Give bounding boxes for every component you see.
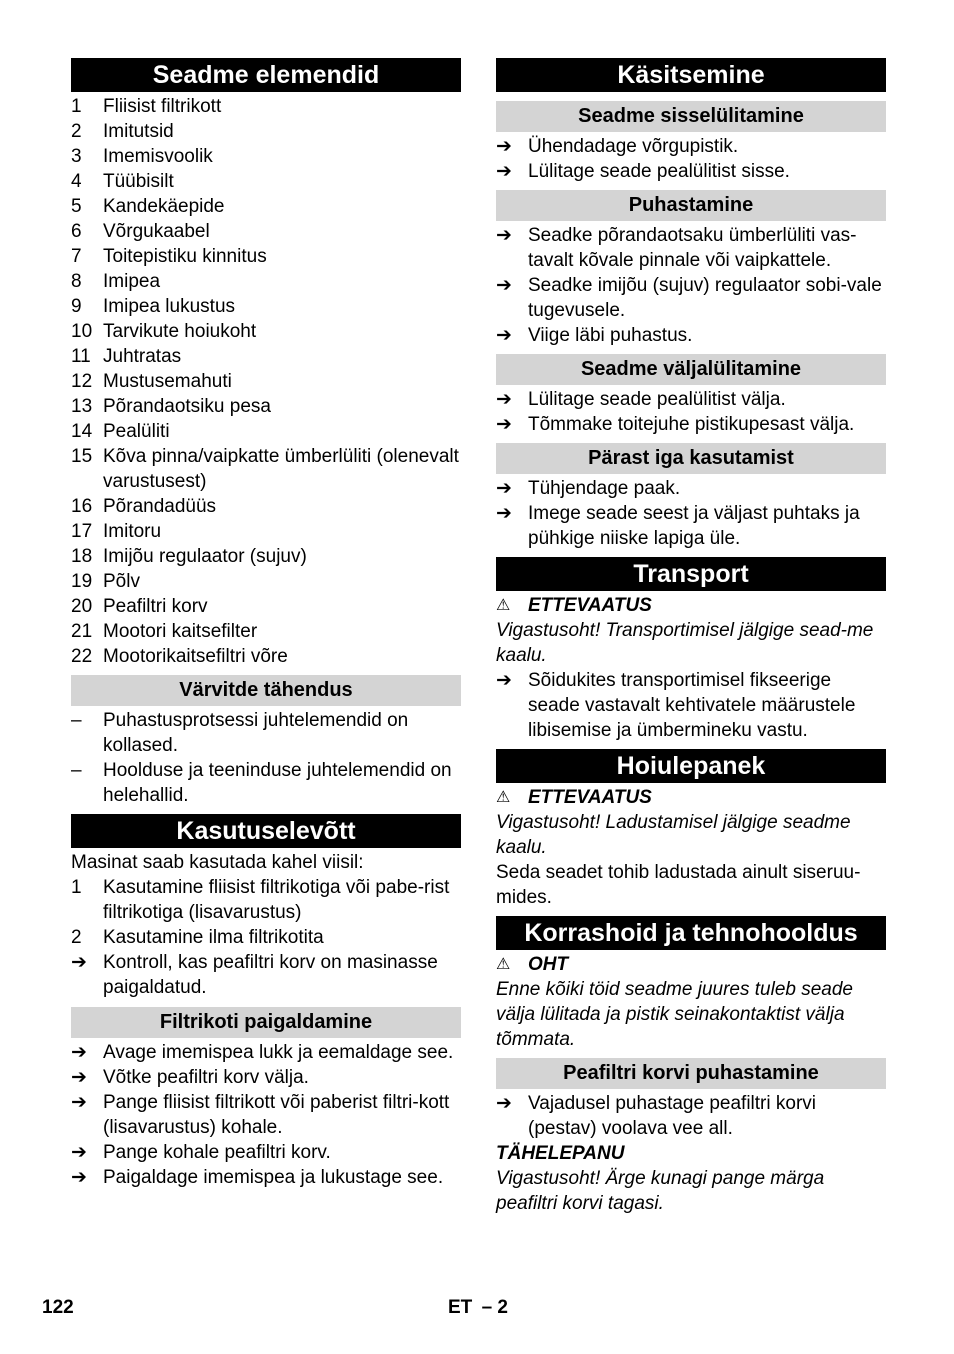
storage-note: Vigastusoht! Ladustamisel jälgige seadme kaalu. [496, 812, 851, 858]
warning-triangle-icon: ⚠ [496, 789, 511, 806]
list-item [71, 925, 461, 950]
item-text: Võrgukaabel [103, 221, 210, 242]
list-item [71, 144, 461, 169]
item-text: Kasutamine ilma filtrikotita [103, 927, 324, 948]
elements-list [71, 94, 461, 669]
start-intro: Masinat saab kasutada kahel viisil: [71, 852, 364, 873]
item-text: Avage imemispea lukk ja eemaldage see. [103, 1042, 454, 1063]
item-number: 2 [71, 927, 82, 948]
on-steps [496, 134, 886, 184]
footer-section: ET – 2 [448, 1297, 508, 1318]
list-item [71, 369, 461, 394]
item-text: Kasutamine fliisist filtrikotiga või pabe-rist filtrikotiga (lisavarustus) [103, 877, 450, 923]
after-heading: Pärast iga kasutamist [496, 443, 886, 474]
list-item [71, 394, 461, 419]
transport-step: ➔ Sõidukites transportimisel fikseerige seade vastavalt kehtivatele määrustele libisemise ja ümbermineku vastu. [496, 670, 856, 741]
warning-triangle-icon: ⚠ [496, 597, 511, 614]
item-number: 22 [71, 646, 93, 667]
start-heading: Kasutuselevõtt [71, 814, 461, 848]
list-item [71, 619, 461, 644]
item-text: Imitoru [103, 521, 162, 542]
start-check: ➔ Kontroll, kas peafiltri korv on masinasse paigaldatud. [71, 952, 438, 998]
step-item [496, 501, 886, 551]
item-text: Lülitage seade pealülitist välja. [528, 389, 786, 410]
item-text: Mustusemahuti [103, 371, 232, 392]
item-number: 5 [71, 196, 82, 217]
arrow-icon: ➔ [71, 1067, 87, 1088]
item-text: Mootori kaitsefilter [103, 621, 258, 642]
list-item [71, 875, 461, 925]
item-number: 15 [71, 446, 93, 467]
item-text: Seadke imijõu (sujuv) regulaator sobi-vale tugevusele. [528, 275, 882, 321]
list-item [71, 294, 461, 319]
list-item [71, 319, 461, 344]
left-column [71, 58, 461, 1190]
step-item [71, 1065, 461, 1090]
item-text: Mootorikaitsefiltri võre [103, 646, 288, 667]
item-number: 19 [71, 571, 93, 592]
off-heading: Seadme väljalülitamine [496, 354, 886, 385]
list-item [71, 219, 461, 244]
list-item [71, 94, 461, 119]
transport-warning: ⚠ ETTEVAATUS [496, 595, 652, 616]
item-text: Kõva pinna/vaipkatte ümberlüliti (olenevalt varustusest) [103, 446, 459, 492]
step-item [496, 273, 886, 323]
item-number: 12 [71, 371, 93, 392]
colors-list [71, 708, 461, 808]
item-number: 6 [71, 221, 82, 242]
clean-heading: Puhastamine [496, 190, 886, 221]
item-text: Tõmmake toitejuhe pistikupesast välja. [528, 414, 855, 435]
item-text: Hoolduse ja teeninduse juhtelemendid on helehallid. [103, 760, 452, 806]
maintenance-heading: Korrashoid ja tehnohooldus [496, 916, 886, 950]
item-text: Imipea lukustus [103, 296, 236, 317]
item-text: Viige läbi puhastus. [528, 325, 693, 346]
step-item [71, 1165, 461, 1190]
item-text: Imitutsid [103, 121, 174, 142]
arrow-icon: ➔ [71, 1092, 87, 1113]
dash-marker: – [71, 760, 82, 781]
item-text: Imemisvoolik [103, 146, 213, 167]
list-item [71, 519, 461, 544]
arrow-icon: ➔ [496, 325, 512, 346]
arrow-icon: ➔ [496, 670, 512, 691]
item-text: Võtke peafiltri korv välja. [103, 1067, 309, 1088]
item-number: 4 [71, 171, 82, 192]
colors-heading: Värvitde tähendus [71, 675, 461, 706]
warning-triangle-icon: ⚠ [496, 956, 511, 973]
item-number: 8 [71, 271, 82, 292]
list-item [71, 119, 461, 144]
item-text: Toitepistiku kinnitus [103, 246, 267, 267]
list-item [71, 708, 461, 758]
page-number: 122 [42, 1297, 74, 1318]
arrow-icon: ➔ [71, 1142, 87, 1163]
item-text: Tüübisilt [103, 171, 174, 192]
arrow-icon: ➔ [496, 503, 512, 524]
storage-warning: ⚠ ETTEVAATUS [496, 787, 652, 808]
item-text: Põrandadüüs [103, 496, 217, 517]
item-text: Ühendadage võrgupistik. [528, 136, 739, 157]
arrow-icon: ➔ [496, 1093, 512, 1114]
step-item [71, 1140, 461, 1165]
storage-text: Seda seadet tohib ladustada ainult siseruu-mides. [496, 862, 861, 908]
step-item [71, 1090, 461, 1140]
list-item [71, 244, 461, 269]
start-list [71, 875, 461, 950]
list-item [71, 444, 461, 494]
item-text: Puhastusprotsessi juhtelemendid on kollased. [103, 710, 409, 756]
item-number: 13 [71, 396, 93, 417]
elements-heading: Seadme elemendid [71, 58, 461, 92]
transport-heading: Transport [496, 557, 886, 591]
arrow-icon: ➔ [496, 389, 512, 410]
arrow-icon: ➔ [496, 161, 512, 182]
item-number: 7 [71, 246, 82, 267]
item-text: Pange fliisist filtrikott või paberist filtri-kott (lisavarustus) kohale. [103, 1092, 450, 1138]
list-item [71, 544, 461, 569]
item-text: Põlv [103, 571, 140, 592]
arrow-icon: ➔ [496, 414, 512, 435]
filter-steps [71, 1040, 461, 1190]
step-item [496, 476, 886, 501]
item-text: Põrandaotsiku pesa [103, 396, 271, 417]
item-number: 1 [71, 877, 82, 898]
item-text: Fliisist filtrikott [103, 96, 222, 117]
item-number: 21 [71, 621, 93, 642]
item-text: Imijõu regulaator (sujuv) [103, 546, 307, 567]
item-number: 17 [71, 521, 93, 542]
item-number: 1 [71, 96, 82, 117]
arrow-icon: ➔ [496, 225, 512, 246]
arrow-icon: ➔ [71, 1167, 87, 1188]
basket-attention: TÄHELEPANU [496, 1143, 625, 1164]
item-number: 3 [71, 146, 82, 167]
list-item [71, 419, 461, 444]
item-text: Paigaldage imemispea ja lukustage see. [103, 1167, 444, 1188]
item-number: 2 [71, 121, 82, 142]
arrow-icon: ➔ [71, 1042, 87, 1063]
item-number: 16 [71, 496, 93, 517]
arrow-icon: ➔ [496, 478, 512, 499]
step-item [496, 323, 886, 348]
step-item [496, 159, 886, 184]
arrow-icon: ➔ [496, 136, 512, 157]
step-item [496, 223, 886, 273]
basket-note: Vigastusoht! Ärge kunagi pange märga peafiltri korvi tagasi. [496, 1168, 825, 1214]
item-text: Peafiltri korv [103, 596, 208, 617]
item-number: 11 [71, 346, 91, 367]
item-number: 18 [71, 546, 93, 567]
item-number: 14 [71, 421, 93, 442]
item-text: Seadke põrandaotsaku ümberlüliti vas-tavalt kõvale pinnale või vaipkattele. [528, 225, 857, 271]
item-text: Imege seade seest ja väljast puhtaks ja pühkige niiske lapiga üle. [528, 503, 860, 549]
list-item [71, 269, 461, 294]
arrow-icon: ➔ [71, 952, 87, 973]
item-number: 9 [71, 296, 82, 317]
clean-steps [496, 223, 886, 348]
item-number: 10 [71, 321, 93, 342]
list-item [71, 758, 461, 808]
operation-heading: Käsitsemine [496, 58, 886, 92]
item-text: Kandekäepide [103, 196, 225, 217]
list-item [71, 569, 461, 594]
item-text: Tarvikute hoiukoht [103, 321, 257, 342]
list-item [71, 194, 461, 219]
list-item [71, 594, 461, 619]
item-number: 20 [71, 596, 93, 617]
storage-heading: Hoiulepanek [496, 749, 886, 783]
basket-heading: Peafiltri korvi puhastamine [496, 1058, 886, 1089]
item-text: Juhtratas [103, 346, 182, 367]
item-text: Tühjendage paak. [528, 478, 681, 499]
step-item [496, 387, 886, 412]
list-item [71, 494, 461, 519]
transport-note: Vigastusoht! Transportimisel jälgige sead-me kaalu. [496, 620, 874, 666]
maintenance-warning: ⚠ OHT [496, 954, 569, 975]
step-item [71, 1040, 461, 1065]
step-item [496, 134, 886, 159]
on-heading: Seadme sisselülitamine [496, 101, 886, 132]
list-item [71, 344, 461, 369]
basket-step: ➔ Vajadusel puhastage peafiltri korvi (pestav) voolava vee all. [496, 1093, 816, 1139]
list-item [71, 644, 461, 669]
item-text: Pealüliti [103, 421, 170, 442]
item-text: Pange kohale peafiltri korv. [103, 1142, 331, 1163]
right-column [496, 58, 886, 1216]
list-item [71, 169, 461, 194]
off-steps [496, 387, 886, 437]
item-text: Imipea [103, 271, 161, 292]
after-steps [496, 476, 886, 551]
step-item [496, 412, 886, 437]
arrow-icon: ➔ [496, 275, 512, 296]
dash-marker: – [71, 710, 82, 731]
item-text: Lülitage seade pealülitist sisse. [528, 161, 790, 182]
maintenance-note: Enne kõiki töid seadme juures tuleb seade välja lülitada ja pistik seinakontaktist välja tõmmata. [496, 979, 854, 1050]
filter-heading: Filtrikoti paigaldamine [71, 1007, 461, 1038]
